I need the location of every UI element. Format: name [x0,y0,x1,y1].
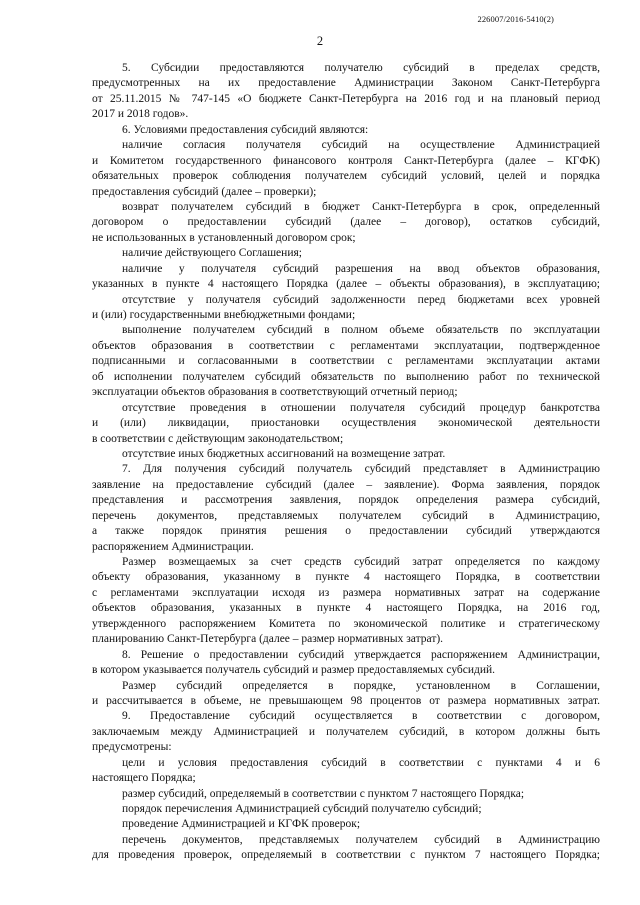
text-line: перечень документов, представляемых получателем субсидий в Администрацию, [92,509,600,522]
text-line: предоставления субсидий (далее – проверки); [92,185,317,198]
text-line: Размер субсидий определяется в порядке, установленном в Соглашении, [122,679,600,692]
text-line: Размер возмещаемых за счет средств субсидий затрат определяется по каждому [122,556,600,568]
text-line: настоящего Порядка; [92,772,196,785]
text-line: об исполнении получателем субсидий обязательств по выполнению работ по технической [92,370,600,383]
text-line: в соответствии с действующим законодательством; [92,432,344,445]
text-line: не использованных в установленный договором срок; [92,231,356,244]
text-line: договором о предоставлении субсидий (далее – договор), остатков субсидий, [92,216,600,229]
text-line: распоряжением Администрации. [92,540,254,553]
text-line: 8. Решение о предоставлении субсидий утверждается распоряжением Администрации, [122,648,600,661]
text-line: наличие действующего Соглашения; [122,247,302,260]
text-line: 6. Условиями предоставления субсидий являются: [122,123,369,136]
text-line: 2017 и 2018 годов». [92,108,189,121]
text-line: указанных в пункте 4 настоящего Порядка (далее – объекты образования), в эксплуатацию; [92,278,600,291]
text-line: представления и рассмотрения заявления, порядок определения размера субсидий, [92,494,600,507]
page-number: 2 [316,34,324,48]
text-line: обязательных проверок соблюдения получателем субсидий условий, целей и порядка [92,170,600,183]
text-line: в котором указывается получатель субсидий и размер предоставляемых субсидий. [92,664,496,677]
text-line: отсутствие иных бюджетных ассигнований на возмещение затрат. [122,447,446,460]
text-line: выполнение получателем субсидий в полном объеме обязательств по эксплуатации [122,324,600,337]
text-line: для проведения проверок, определяемый в соответствии с пунктом 7 настоящего Порядка; [92,849,600,862]
text-line: 5. Субсидии предоставляются получателю субсидий в пределах средств, [122,62,600,74]
text-line: утвержденного распоряжением Комитета по экономической политике и стратегическому [92,617,600,630]
body-text [92,61,600,864]
text-line: планированию Санкт-Петербурга (далее – размер нормативных затрат). [92,633,444,646]
text-line: объектов образования в соответствии с регламентами эксплуатации, подтвержденное [92,339,600,352]
text-line: отсутствие у получателя субсидий задолженности перед бюджетами всех уровней [122,293,600,306]
text-line: а также порядок принятия решения о предоставлении субсидий утверждаются [92,525,600,538]
text-line: 9. Предоставление субсидий осуществляется в соответствии с договором, [122,710,600,723]
text-line: перечень документов, представляемых получателем субсидий в Администрацию [122,833,600,846]
text-line: 7. Для получения субсидий получатель субсидий представляет в Администрацию [122,463,600,476]
text-line: с регламентами эксплуатации исходя из размера нормативных затрат на содержание [92,586,600,599]
text-line: и (или) ликвидации, приостановки осуществления экономической деятельности [92,417,600,430]
text-line: наличие согласия получателя субсидий на осуществление Администрацией [122,139,600,152]
text-line: и рассчитывается в объеме, не превышающем 98 процентов от размера нормативных затрат. [92,694,600,707]
text-line: и Комитетом государственного финансового контроля Санкт-Петербурга (далее – КГФК) [92,154,600,167]
text-line: цели и условия предоставления субсидий в соответствии с пунктами 4 и 6 [122,756,600,769]
text-line: предусмотренных на их предоставление Администрации Законом Санкт-Петербурга [92,77,600,90]
text-line: объекту образования, указанному в пункте 4 настоящего Порядка, в соответствии [92,571,600,584]
text-line: возврат получателем субсидий в бюджет Санкт-Петербурга в срок, определенный [122,200,600,213]
text-line: эксплуатации объектов образования в соответствующий отчетный период; [92,386,458,399]
text-line: проведение Администрацией и КГФК проверок; [122,818,361,831]
document-id: 226007/2016-5410(2) [477,14,554,24]
text-line: и (или) государственными внебюджетными фондами; [92,309,356,321]
text-line: наличие у получателя субсидий разрешения на ввод объектов образования, [122,262,600,275]
text-line: предусмотрены: [92,741,172,754]
text-line: заключаемым между Администрацией и получателем субсидий, в котором должны быть [92,725,600,738]
text-line: заявление на предоставление субсидий (далее – заявление). Форма заявления, порядок [92,478,600,491]
text-line: порядок перечисления Администрацией субсидий получателю субсидий; [122,803,482,815]
text-line: от 25.11.2015 № 747-145 «О бюджете Санкт-Петербурга на 2016 год и на плановый период [92,92,600,105]
text-line: объектов образования, указанных в пункте 4 настоящего Порядка, на 2016 год, [92,602,600,615]
text-line: отсутствие проведения в отношении получателя субсидий процедур банкротства [122,401,600,414]
text-line: подписанными и согласованными в соответствии с регламентами эксплуатации актами [92,355,600,368]
text-line: размер субсидий, определяемый в соответствии с пунктом 7 настоящего Порядка; [122,787,525,800]
